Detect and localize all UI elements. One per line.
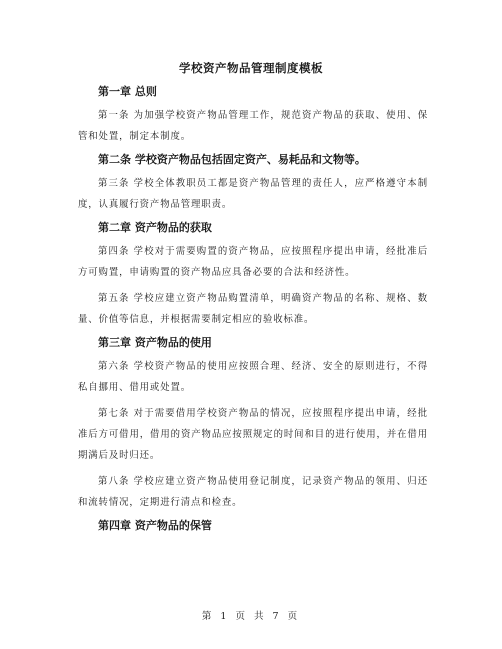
document-title: 学校资产物品管理制度模板	[179, 61, 323, 75]
paragraph: 第三条 学校全体教职员工都是资产物品管理的责任人，应严格遵守本制度，认真履行资产物品管理职责。	[78, 178, 428, 210]
paragraph: 第六条 学校资产物品的使用应按照合理、经济、安全的原则进行，不得私自挪用、借用或处置。	[78, 361, 428, 393]
paragraph: 第八条 学校应建立资产物品使用登记制度，记录资产物品的领用、归还和流转情况，定期进行清点和检查。	[78, 476, 428, 508]
paragraph: 第七条 对于需要借用学校资产物品的情况，应按照程序提出申请，经批准后方可借用，借用的资产物品应按照规定的时间和目的进行使用，并在借用期满后及时归还。	[78, 408, 428, 461]
section-heading: 第四章 资产物品的保管	[98, 519, 212, 532]
document-body	[78, 84, 428, 539]
section-heading: 第二条 学校资产物品包括固定资产、易耗品和文物等。	[98, 153, 366, 166]
section-heading: 第二章 资产物品的获取	[98, 221, 212, 234]
section-heading: 第一章 总则	[98, 85, 157, 98]
paragraph: 第四条 学校对于需要购置的资产物品，应按照程序提出申请，经批准后方可购置，申请购置的资产物品应具备必要的合法和经济性。	[78, 246, 428, 278]
paragraph: 第一条 为加强学校资产物品管理工作，规范资产物品的获取、使用、保管和处置，制定本制度。	[78, 110, 428, 142]
section-heading: 第三章 资产物品的使用	[98, 336, 212, 349]
page-footer: 第 1 页 共 7 页	[201, 611, 301, 622]
paragraph: 第五条 学校应建立资产物品购置清单，明确资产物品的名称、规格、数量、价值等信息，并根据需要制定相应的验收标准。	[78, 293, 428, 325]
